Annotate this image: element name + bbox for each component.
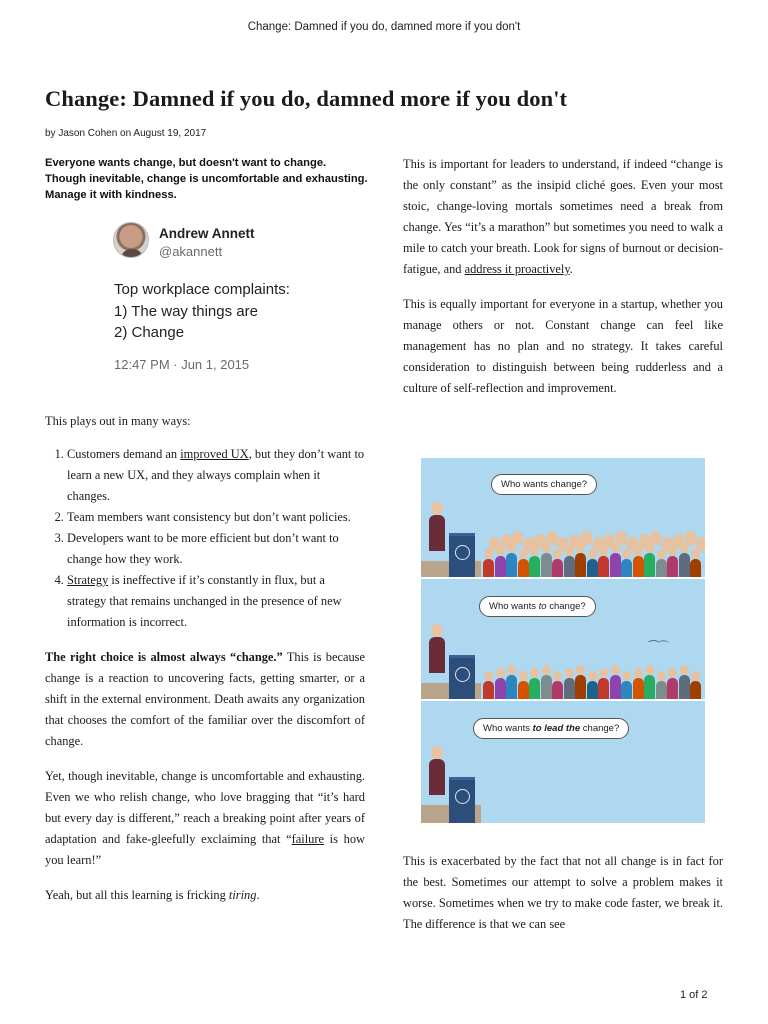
crowd-raised-arm [581, 531, 592, 545]
cartoon-panel-2 [421, 580, 705, 701]
crowd-hands-down [481, 657, 705, 701]
avatar [113, 222, 149, 258]
crowd-person [656, 681, 667, 701]
crowd-person [575, 675, 586, 701]
crowd-raised-arm [696, 537, 705, 551]
crowd-head [657, 671, 666, 681]
bold-lead: The right choice is almost always “change.” [45, 650, 283, 664]
crowd-person [679, 675, 690, 701]
crowd-person [506, 553, 517, 579]
document-header-title: Change: Damned if you do, damned more if you don't [247, 21, 521, 33]
crowd-raised-arm [547, 531, 558, 545]
crowd-person [564, 678, 575, 701]
crowd-head [645, 665, 654, 675]
list-item [67, 570, 365, 633]
crowd-person [656, 559, 667, 579]
paragraph [45, 766, 365, 871]
crowd-head [553, 671, 562, 681]
speech-bubble-1: Who wants change? [491, 474, 597, 495]
strategy-link[interactable]: Strategy [67, 573, 109, 587]
paragraph-text: . [256, 888, 260, 902]
crowd-person [667, 678, 678, 701]
bubble-text: Who wants [483, 723, 533, 734]
list-item [67, 444, 365, 507]
crowd-head [507, 665, 516, 675]
bird-icon: ⁀⌒ [649, 640, 669, 653]
crowd-person [690, 681, 701, 701]
right-column [403, 154, 723, 399]
examples-list [67, 444, 365, 633]
paragraph-text: Yeah, but all this learning is fricking [45, 888, 229, 902]
list-lead: This plays out in many ways: [45, 414, 191, 428]
crowd-person [621, 559, 632, 579]
crowd-person [587, 559, 598, 579]
crowd-head [634, 668, 643, 678]
speaker-figure [429, 759, 445, 795]
crowd-head [542, 665, 551, 675]
emphasis-text: tiring [228, 888, 257, 902]
crowd-head [680, 665, 689, 675]
crowd-person [621, 681, 632, 701]
speech-bubble-2 [479, 596, 596, 617]
list-item-text: Customers demand an [67, 447, 181, 461]
podium-icon [449, 655, 475, 701]
article-byline: by Jason Cohen on August 19, 2017 [45, 128, 207, 139]
crowd-person [518, 681, 529, 701]
tweet-author-name: Andrew Annett [159, 226, 255, 241]
right-column-continued [403, 851, 723, 935]
tweet-author-handle: @akannett [159, 244, 223, 259]
article-title: Change: Damned if you do, damned more if you don't [45, 86, 568, 111]
paragraph-text: This is important for leaders to understand, if indeed “change is the only constant” as the insipid cliché goes. Even your most stoic, change-loving mortals sometimes need a break from change. Yes “it’s a marathon” but sometimes you need to walk a mile to catch your breath. Look for signs of burnout or decision-fatigue, and [403, 157, 723, 276]
list-item-text: , but they don’t want to learn a new UX, and they always complain when it changes. [67, 447, 365, 503]
crowd-head [484, 671, 493, 681]
crowd-head [622, 671, 631, 681]
crowd-head [599, 668, 608, 678]
crowd-person [644, 675, 655, 701]
crowd-person [667, 556, 678, 579]
cartoon-panel-3 [421, 702, 705, 823]
crowd-person [495, 678, 506, 701]
crowd-person [518, 559, 529, 579]
crowd-person [610, 675, 621, 701]
crowd-person [633, 678, 644, 701]
crowd-head [519, 671, 528, 681]
crowd-person [690, 559, 701, 579]
tweet-line: Top workplace complaints: [114, 281, 290, 298]
paragraph: This is exacerbated by the fact that not all change is in fact for the best. Sometimes our attempt to solve a problem makes it worse. Sometimes when we try to make code faster, we break it. The difference is that we can see [403, 854, 723, 931]
tweet-text [114, 279, 290, 344]
list-item: 3. Developers want to be more efficient but don’t want to change how they work. [67, 528, 365, 570]
crowd-person [529, 678, 540, 701]
bubble-text: Who wants [489, 601, 539, 612]
crowd-person [598, 556, 609, 579]
paragraph-text: is how you learn!” [45, 832, 365, 867]
tweet-line: 1) The way things are [114, 302, 258, 320]
bubble-text: change? [580, 723, 620, 734]
crowd-person [552, 681, 563, 701]
crowd-person [564, 556, 575, 579]
crowd-head [530, 668, 539, 678]
crowd-raised-arm [685, 531, 696, 545]
improved-ux-link[interactable]: improved UX [180, 447, 249, 461]
intro-line: Though inevitable, change is uncomfortable and exhausting. [45, 173, 368, 185]
crowd-hands-raised [481, 535, 705, 579]
panel-divider [421, 577, 705, 579]
crowd-person [644, 553, 655, 579]
crowd-raised-arm [616, 531, 627, 545]
intro-line: Manage it with kindness. [45, 189, 177, 201]
cartoon-panel-1 [421, 458, 705, 579]
panel-divider [421, 699, 705, 701]
crowd-raised-arm [512, 531, 523, 545]
failure-link[interactable]: failure [291, 832, 324, 846]
podium-icon [449, 533, 475, 579]
address-it-proactively-link[interactable]: address it proactively [464, 262, 570, 276]
paragraph [45, 647, 365, 752]
podium-icon [449, 777, 475, 823]
bubble-text: change? [546, 601, 586, 612]
speaker-figure [429, 637, 445, 673]
paragraph-text: . [569, 262, 573, 276]
crowd-head [576, 665, 585, 675]
paragraph-text: This is because change is a reaction to uncovering facts, getting smarter, or a shift in the external environment. Death awaits any organization that chooses the comfort of the familiar over the discomfort of change. [45, 650, 365, 748]
crowd-person [679, 553, 690, 579]
left-column [45, 411, 365, 906]
crowd-head [496, 668, 505, 678]
list-item-text: is ineffective if it’s constantly in flux, but a strategy that remains unchanged in the presence of new information is incorrect. [67, 573, 342, 629]
crowd-person [483, 681, 494, 701]
crowd-person [529, 556, 540, 579]
crowd-person [633, 556, 644, 579]
crowd-person [541, 553, 552, 579]
crowd-head [691, 671, 700, 681]
bubble-emphasis: to [538, 601, 547, 612]
crowd-person [587, 681, 598, 701]
tweet-timestamp: 12:47 PM · Jun 1, 2015 [114, 357, 250, 372]
page-number: 1 of 2 [680, 989, 708, 1001]
paragraph [403, 154, 723, 280]
article-intro [45, 155, 375, 203]
crowd-head [565, 668, 574, 678]
intro-line: Everyone wants change, but doesn't want to change. [45, 157, 327, 169]
crowd-person [552, 559, 563, 579]
crowd-person [598, 678, 609, 701]
tweet-line: 2) Change [114, 324, 185, 341]
paragraph-text: Yet, though inevitable, change is uncomfortable and exhausting. Even we who relish change, who love bragging that “it’s hard but every day is different,” reach a breaking point after years of adaptation and fake-gleefully exclaiming that “ [45, 769, 365, 846]
crowd-person [575, 553, 586, 579]
crowd-person [610, 553, 621, 579]
crowd-raised-arm [650, 531, 661, 545]
crowd-person [483, 559, 494, 579]
paragraph: This is equally important for everyone in a startup, whether you manage others or not. Constant change can feel like management has no plan and no strategy. It takes careful consideration to distinguish between being rudderless and a culture of self-reflection and improvement. [403, 297, 723, 395]
crowd-head [588, 671, 597, 681]
speech-bubble-3 [473, 718, 629, 739]
crowd-head [668, 668, 677, 678]
bubble-emphasis: to lead the [532, 723, 581, 734]
speaker-figure [429, 515, 445, 551]
list-item: 2. Team members want consistency but don’t want policies. [67, 507, 365, 528]
change-cartoon [421, 458, 705, 823]
crowd-person [541, 675, 552, 701]
paragraph [45, 885, 365, 906]
crowd-person [506, 675, 517, 701]
crowd-person [495, 556, 506, 579]
crowd-head [611, 665, 620, 675]
